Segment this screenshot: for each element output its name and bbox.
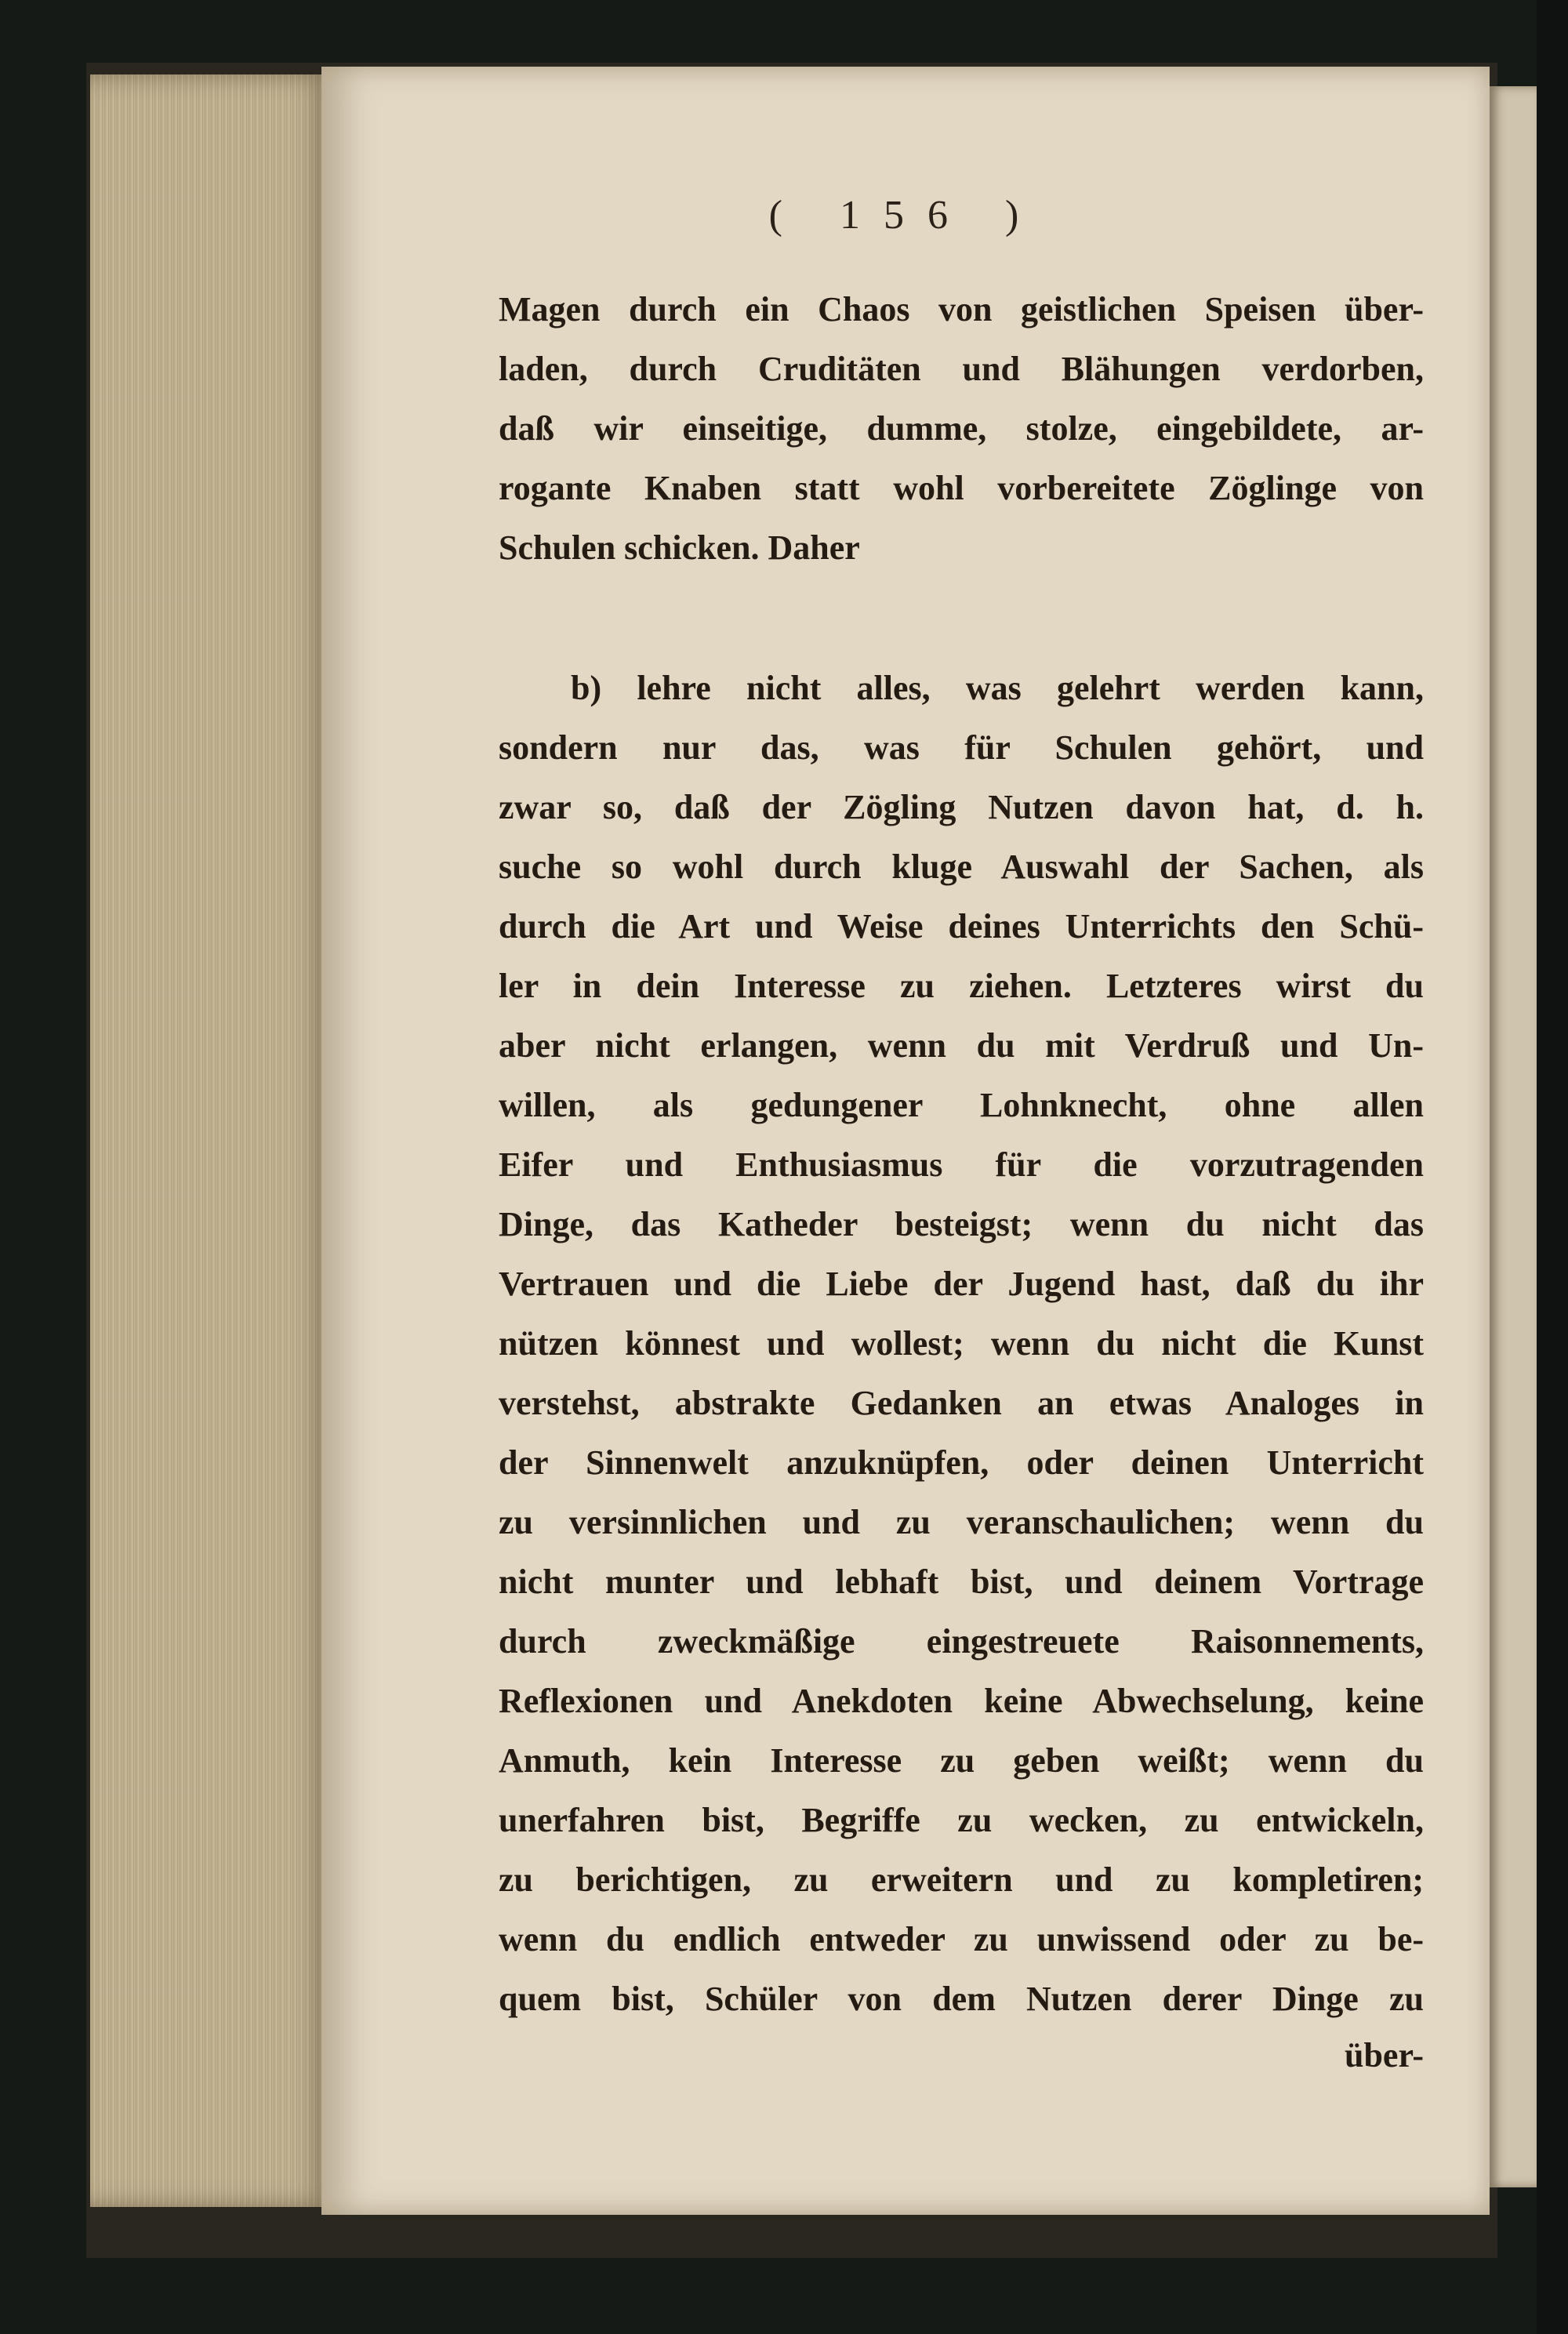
text-line: ler in dein Interesse zu ziehen. Letzteres wirst du (499, 967, 1424, 1005)
text-line: Reflexionen und Anekdoten keine Abwechselung, keine (499, 1682, 1424, 1720)
text-line: daß wir einseitige, dumme, stolze, eingebildete, ar- (499, 409, 1424, 448)
text-line: zu versinnlichen und zu veranschaulichen; wenn du (499, 1503, 1424, 1541)
text-line: Schulen schicken. Daher (499, 528, 860, 567)
page-number: ( 156 ) (768, 193, 1043, 238)
text-line: Anmuth, kein Interesse zu geben weißt; wenn du (499, 1741, 1424, 1780)
text-line: suche so wohl durch kluge Auswahl der Sachen, als (499, 848, 1424, 886)
text-line: durch zweckmäßige eingestreuete Raisonnements, (499, 1622, 1424, 1661)
text-line: Dinge, das Katheder besteigst; wenn du nicht das (499, 1205, 1424, 1243)
text-line: nützen könnest und wollest; wenn du nicht die Kunst (499, 1324, 1424, 1363)
paragraph-1 (499, 280, 1424, 578)
text-line: wenn du endlich entweder zu unwissend oder zu be- (499, 1920, 1424, 1958)
text-line: nicht munter und lebhaft bist, und deinem Vortrage (499, 1563, 1424, 1601)
text-line: durch die Art und Weise deines Unterrichts den Schü- (499, 907, 1424, 946)
text-line: Magen durch ein Chaos von geistlichen Speisen über- (499, 290, 1424, 329)
text-line: unerfahren bist, Begriffe zu wecken, zu entwickeln, (499, 1801, 1424, 1839)
text-line: b) lehre nicht alles, was gelehrt werden kann, (571, 669, 1424, 707)
text-line: quem bist, Schüler von dem Nutzen derer Dinge zu (499, 1980, 1424, 2018)
text-line: willen, als gedungener Lohnknecht, ohne allen (499, 1086, 1424, 1124)
page-edges (90, 74, 333, 2207)
text-line: verstehst, abstrakte Gedanken an etwas Analoges in (499, 1384, 1424, 1422)
text-line: zwar so, daß der Zögling Nutzen davon hat, d. h. (499, 788, 1424, 826)
text-line: Eifer und Enthusiasmus für die vorzutragenden (499, 1145, 1424, 1184)
text-line: der Sinnenwelt anzuknüpfen, oder deinen Unterricht (499, 1443, 1424, 1482)
paragraph-2 (499, 659, 1424, 2029)
text-line: zu berichtigen, zu erweitern und zu kompletiren; (499, 1860, 1424, 1899)
background-strip (1537, 0, 1568, 2334)
text-line: aber nicht erlangen, wenn du mit Verdruß und Un- (499, 1026, 1424, 1065)
text-line: sondern nur das, was für Schulen gehört, und (499, 728, 1424, 767)
text-line: rogante Knaben statt wohl vorbereitete Zöglinge von (499, 469, 1424, 507)
catchword: über- (1344, 2036, 1424, 2074)
text-line: laden, durch Cruditäten und Blähungen verdorben, (499, 350, 1424, 388)
catchword-block (499, 2026, 1424, 2085)
facing-page-edge (1490, 86, 1537, 2187)
text-line: Vertrauen und die Liebe der Jugend hast, daß du ihr (499, 1265, 1424, 1303)
